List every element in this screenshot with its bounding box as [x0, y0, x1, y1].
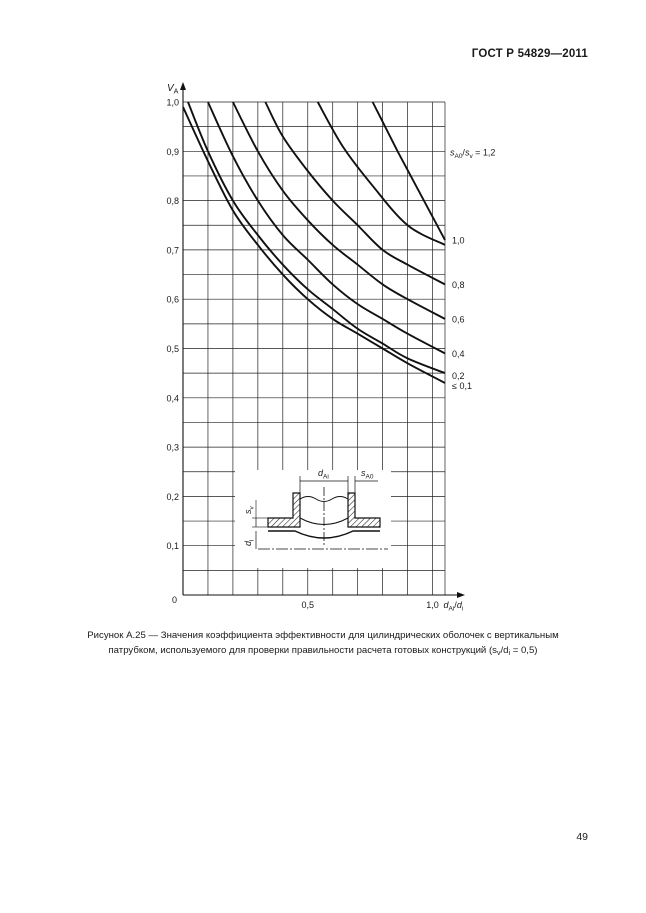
document-standard-header: ГОСТ Р 54829—2011 [471, 48, 588, 60]
caption-sub-i: i [508, 650, 511, 657]
y-tick-label: 0,4 [166, 393, 179, 404]
y-tick-label: 0,9 [166, 146, 179, 157]
series-label: 0,4 [452, 348, 465, 359]
caption-line-2 [40, 643, 606, 661]
series-line [265, 102, 445, 284]
inset-label-sa0: $s_{A0}$ [361, 468, 374, 481]
series-line [183, 107, 445, 383]
caption-part-3: /d [500, 645, 509, 656]
origin-label: 0 [171, 595, 177, 605]
chart-series [183, 102, 445, 383]
y-tick-label: 0,7 [166, 245, 179, 256]
caption-part-5: = 0,5) [510, 645, 538, 656]
series-label: ≤ 0,1 [452, 380, 472, 391]
y-axis-label: $V_A$ [167, 83, 179, 96]
figure-caption [40, 628, 606, 661]
y-tick-label: 0,2 [166, 491, 179, 502]
y-tick-label: 0,8 [166, 196, 179, 207]
y-axis-arrow [180, 82, 186, 90]
caption-line-1: Рисунок А.25 — Значения коэффициента эффективности для цилиндрических оболочек с вертикальным [87, 630, 559, 641]
page-number: 49 [576, 831, 588, 843]
nozzle-sketch-inset [235, 470, 391, 568]
series-label: 1,0 [452, 235, 465, 246]
caption-sub-v: v [496, 650, 501, 657]
series-label: 0,8 [452, 279, 465, 290]
x-tick-label: 0,5 [301, 600, 315, 610]
series-label: $s_{A0}/s_v = 1,2$ [450, 147, 496, 160]
y-tick-label: 0,5 [166, 344, 179, 354]
inset-label-dai: $d_{Ai}$ [318, 468, 329, 481]
y-tick-label: 0,6 [166, 294, 179, 305]
x-axis-arrow [457, 592, 465, 598]
inset-label-sv: $s_v$ [243, 506, 256, 514]
caption-part-1: патрубком, используемого для проверки правильности расчета готовых конструкций (s [108, 645, 497, 656]
x-tick-label: 1,0 [426, 600, 439, 610]
series-label: 0,6 [452, 314, 465, 325]
inset-label-di: $d_i$ [243, 539, 256, 546]
x-axis-label: $d_{Ai}/d_i$ [443, 600, 464, 613]
series-line [373, 102, 445, 240]
series-line [318, 102, 445, 245]
series-label: 0,2 [452, 371, 465, 382]
y-tick-label: 0,3 [166, 442, 179, 453]
y-tick-label: 0,1 [166, 541, 179, 552]
y-tick-label: 1,0 [166, 97, 179, 108]
